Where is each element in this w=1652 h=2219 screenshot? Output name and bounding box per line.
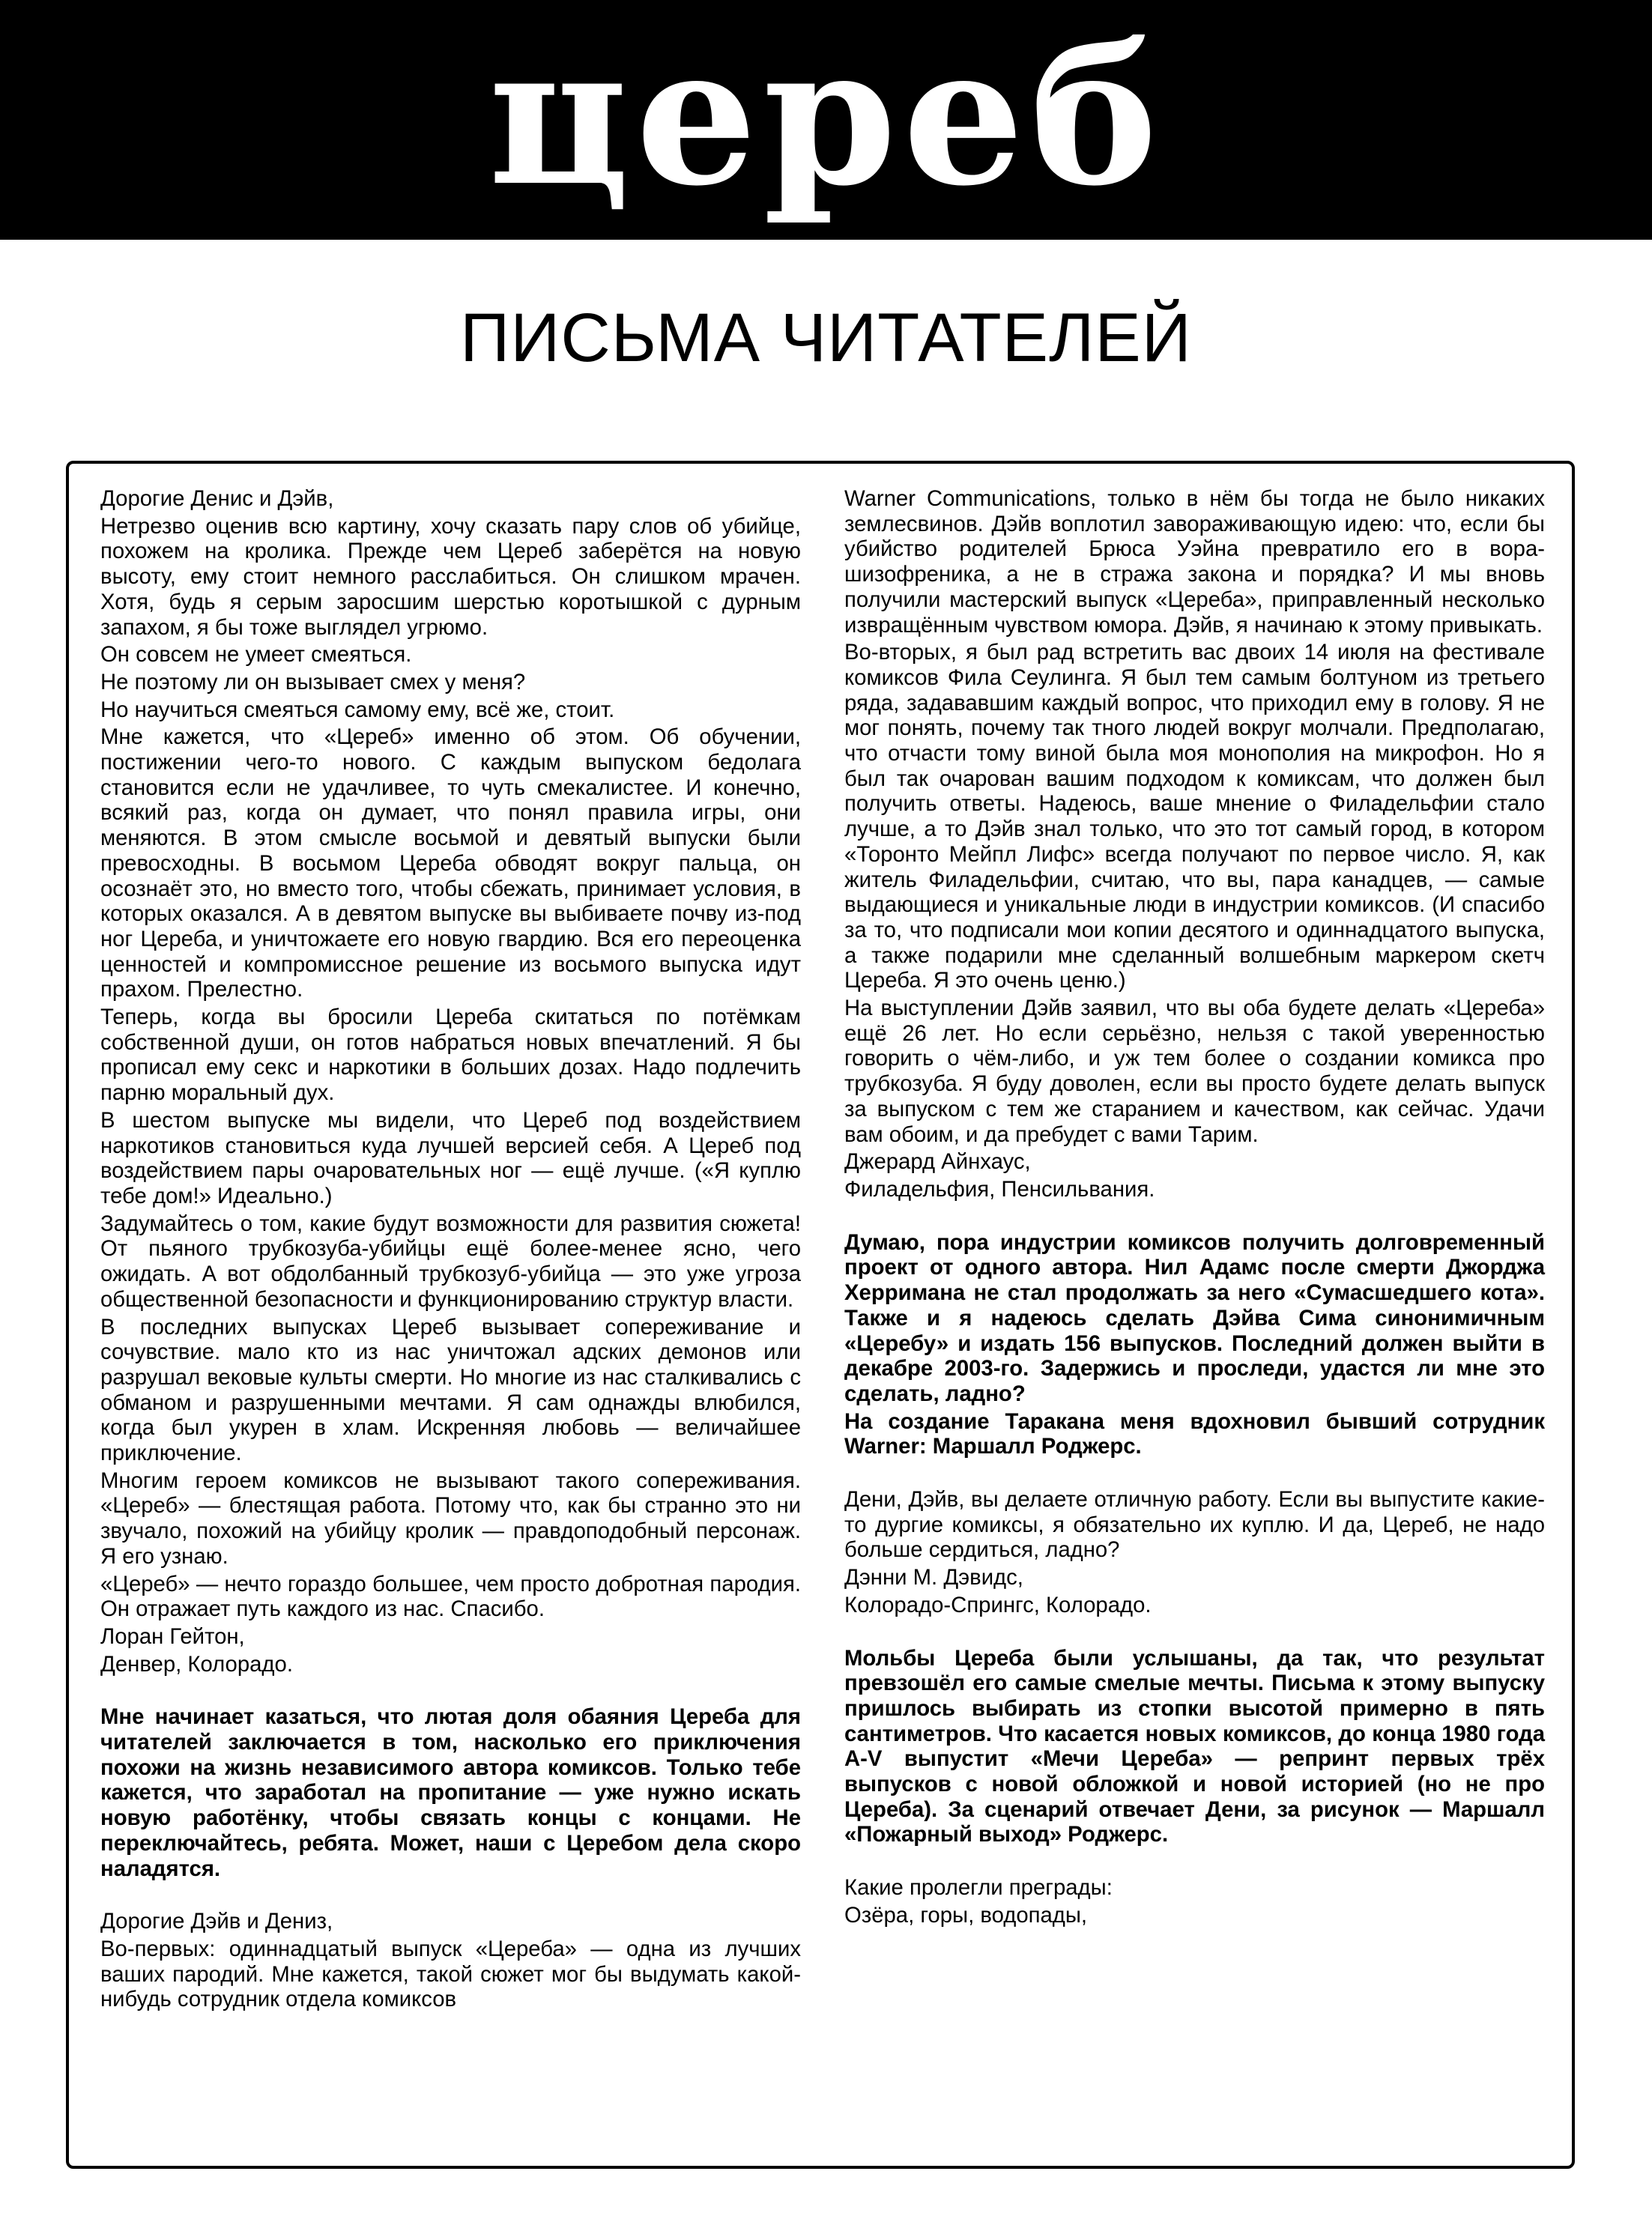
salutation: Дорогие Дэйв и Дениз, (100, 1909, 333, 1934)
letter-signature: Лоран Гейтон, (100, 1623, 245, 1649)
letter-paragraph: Дени, Дэйв, вы делаете отличную работу. Если вы выпустите какие-то дургие комиксы, я обязательно их куплю. И да, Цереб, не надо больше сердиться, ладно? (844, 1487, 1545, 1563)
letter-signature: Джерард Айнхаус, (844, 1149, 1031, 1175)
letter-paragraph: Нетрезво оценив всю картину, хочу сказать пару слов об убийце, похожем на кролика. Прежде чем Цереб заберётся на новую высоту, ему стоит немного расслабиться. Он слишком мрачен. Хотя, будь я серым заросшим шерстью коротышкой с дурным запахом, я бы тоже выглядел угрюмо. (100, 513, 801, 640)
letter-paragraph: В последних выпусках Цереб вызывает сопереживание и сочувствие. мало кто из нас уничтожал адских демонов или разрушал вековые культы смерти. Но многие из нас сталкивались с обманом и разрушенными мечтами. Я сам однажды влюбился, когда был укурен в хлам. Искренняя любовь — величайшее приключение. (100, 1314, 801, 1466)
salutation: Дорогие Денис и Дэйв, (100, 486, 334, 511)
letter-location: Денвер, Колорадо. (100, 1651, 293, 1677)
cerebus-logo: цереб (488, 4, 1164, 228)
editor-reply: Думаю, пора индустрии комиксов получить долговременный проект от одного автора. Нил Адамс после смерти Джорджа Херримана не стал продолжать за него «Сумасшедшего кота». Также и я надеюсь сделать Дэйва Сима синонимичным «Церебу» и издать 156 выпусков. Последний должен выйти в декабре 2003-го. Задержись и проследи, удастся ли мне это сделать, ладно? (844, 1229, 1545, 1406)
letter-paragraph: Не поэтому ли он вызывает смех у меня? (100, 669, 526, 694)
letter-location: Колорадо-Спрингс, Колорадо. (844, 1592, 1152, 1617)
letter-paragraph: Теперь, когда вы бросили Цереба скитаться по потёмкам собственной души, он готов набраться новых впечатлений. Я бы прописал ему секс и наркотики в больших дозах. Надо подлечить парню моральный дух. (100, 1005, 801, 1106)
editor-reply: Мольбы Цереба были услышаны, да так, что результат превзошёл его самые смелые мечты. Письма к этому выпуску пришлось выбирать из стопки высотой примерно в пять сантиметров. Что касается новых комиксов, до конца 1980 года A-V выпустит «Мечи Цереба» — репринт первых трёх выпусков с новой обложкой и новой историей (но не про Цереба). За сценарий отвечает Дени, за рисунок — Маршалл «Пожарный выход» Роджерс. (844, 1645, 1545, 1847)
letter-paragraph: Во-вторых, я был рад встретить вас двоих 14 июля на фестивале комиксов Фила Сеулинга. Я был тем самым болтуном из третьего ряда, задававшим каждый вопрос, что приходил ему в голову. Я не мог понять, почему так тного людей вокруг молчали. Предполагаю, что отчасти тому виной была моя монополия на микрофон. Но я был так очарован вашим подходом к комиксам, что должен был получить ответы. Надеюсь, ваше мнение о Филадельфии стало лучше, а то Дэйв знал только, что это тот самый город, в котором «Торонто Мейпл Лифс» всегда получают по первое число. Я, как житель Филадельфии, считаю, что вы, пара канадцев, — самые выдающиеся и уникальные люди в индустрии комиксов. (И спасибо за то, что подписали мои копии десятого и одиннадцатого выпуска, а также подарили мне сделанный волшебным маркером скетч Цереба. Я это очень ценю.) (844, 640, 1545, 993)
letter-paragraph: Во-первых: одиннадцатый выпуск «Цереба» — одна из лучших ваших пародий. Мне кажется, такой сюжет мог бы выдумать какой-нибудь сотрудник отдела комиксов (100, 1936, 801, 2012)
letter-paragraph: На выступлении Дэйв заявил, что вы оба будете делать «Цереба» ещё 26 лет. Но если серьёзно, нельзя с такой уверенностью говорить о чём-либо, и уж тем более о создании комикса про трубкозуба. Я буду доволен, если вы просто будете делать выпуск за выпуском с тем же старанием и качеством, как сейчас. Удачи вам обоим, и да пребудет с вами Тарим. (844, 996, 1545, 1147)
editor-reply: Мне начинает казаться, что лютая доля обаяния Цереба для читателей заключается в том, насколько его приключения похожи на жизнь независимого автора комиксов. Только тебе кажется, что заработал на пропитание — уже нужно искать новую работёнку, чтобы связать концы с концами. Не переключайтесь, ребята. Может, наши с Церебом дела скоро наладятся. (100, 1704, 801, 1881)
letter-paragraph: Многим героем комиксов не вызывают такого сопереживания. «Цереб» — блестящая работа. Потому что, как бы странно это ни звучало, похожий на убийцу кролик — правдоподобный персонаж. Я его узнаю. (100, 1468, 801, 1569)
poem-line: Какие пролегли преграды: (844, 1875, 1113, 1901)
letter-paragraph: Warner Communications, только в нём бы тогда не было никаких землесвинов. Дэйв воплотил завораживающую идею: что, если бы убийство родителей Брюса Уэйна превратило его в вора-шизофреника, а не в стража закона и порядка? И мы вновь получили мастерский выпуск «Цереба», приправленный несколько извращённым чувством юмора. Дэйв, я начинаю к этому привыкать. (844, 486, 1545, 638)
letter-paragraph: В шестом выпуске мы видели, что Цереб под воздействием наркотиков становиться куда лучшей версией себя. А Цереб под воздействием пары очаровательных ног — ещё лучше. («Я куплю тебе дом!» Идеально.) (100, 1107, 801, 1208)
letter-paragraph: Но научиться смеяться самому ему, всё же, стоит. (100, 697, 615, 722)
letter-signature: Дэнни М. Дэвидс, (844, 1565, 1023, 1590)
editor-reply: На создание Таракана меня вдохновил бывший сотрудник Warner: Маршалл Роджерс. (844, 1408, 1545, 1459)
masthead-banner (0, 0, 1652, 240)
section-title: ПИСЬМА ЧИТАТЕЛЕЙ (460, 300, 1192, 376)
poem-line: Озёра, горы, водопады, (844, 1902, 1088, 1928)
letter-paragraph: Задумайтесь о том, какие будут возможности для развития сюжета! От пьяного трубкозуба-убийцы ещё более-менее ясно, чего ожидать. А вот обдолбанный трубкозуб-убийца — это уже угроза общественной безопасности и функционированию структур власти. (100, 1211, 801, 1312)
letters-frame (66, 461, 1575, 2169)
right-column (844, 486, 1545, 1931)
letter-paragraph: Мне кажется, что «Цереб» именно об этом. Об обучении, постижении чего-то нового. С каждым выпуском бедолага становится если не удачливее, то чуть смекалистее. И конечно, всякий раз, когда он думает, что понял правила игры, они меняются. В этом смысле восьмой и девятый выпуски были превосходны. В восьмом Цереба обводят вокруг пальца, он осознаёт это, но вместо того, чтобы сбежать, принимает условия, в которых оказался. А в девятом выпуске вы выбиваете почву из-под ног Цереба, и уничтожаете его новую гвардию. Вся его переоценка ценностей и компромиссное решение из восьмого выпуска идут прахом. Прелестно. (100, 724, 801, 1002)
letter-location: Филадельфия, Пенсильвания. (844, 1176, 1155, 1202)
letter-paragraph: «Цереб» — нечто гораздо большее, чем просто добротная пародия. Он отражает путь каждого из нас. Спасибо. (100, 1571, 801, 1622)
letter-paragraph: Он совсем не умеет смеяться. (100, 642, 412, 667)
left-column (100, 486, 801, 2014)
